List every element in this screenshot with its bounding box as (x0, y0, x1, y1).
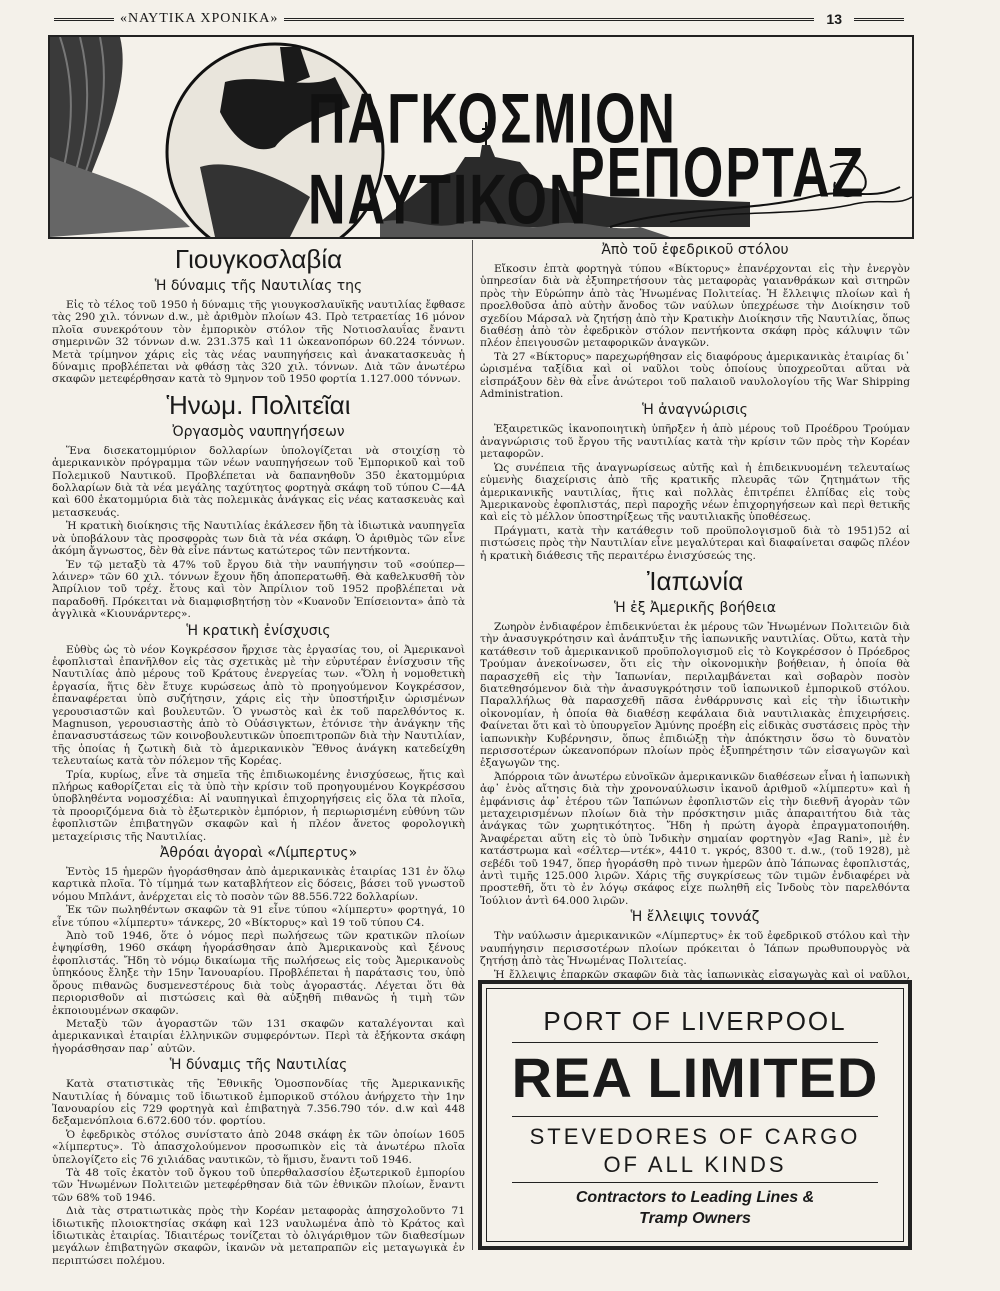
ad-rule (512, 1116, 878, 1117)
header-rule-right (284, 18, 814, 21)
paragraph: Ἀπὸ τοῦ 1946, ὅτε ὁ νόμος περὶ πωλήσεως τῶν κρατικῶν πλοίων ἐψηφίσθη, 1960 σκάφη ἠγοράσθησαν ἀπὸ Ἀμερικανοὺς καὶ ξένους ἐφοπλιστάς. Ἤδη τὸ νόμῳ δικαίωμα τῆς πωλήσεως εἰς τοὺς Ἀμερικανοὺς ὑπηκόους ἔληξε τὴν 15ην Ἰανουαρίου. Προβλέπεται ἡ παράτασις του, ὑπὸ ὅρους πιθανῶς δυσμενεστέρους διὰ τοὺς ἀγοραστάς. Λέγεται ὅτι θὰ περιορισθοῦν αἱ πιστώσεις καὶ θὰ αὐξηθῆ πιθανῶς ἡ τιμὴ τῶν ἐκποιουμένων σκαφῶν. (52, 930, 465, 1017)
right-column (480, 240, 910, 1007)
paragraph: Ἐντὸς 15 ἡμερῶν ἠγοράσθησαν ἀπὸ ἀμερικανικὰς ἑταιρίας 131 ἐν ὅλῳ καρτικὰ πλοῖα. Τὸ τίμημά των καταβλήτεον εἰς δόσεις, βάσει τοῦ γνωστοῦ νόμου Μπλάντ, ἀνέρχεται εἰς τὸ ποσὸν τῶν 88.556.722 δολλαρίων. (52, 866, 465, 903)
subheading: Ἡ ἀναγνώρισις (642, 402, 748, 419)
paragraph: Διὰ τὰς στρατιωτικὰς πρὸς τὴν Κορέαν μεταφορὰς ἀπησχολοῦντο 71 ἰδιωτικῆς πλοιοκτησίας σκάφη καὶ 123 ναυλωμένα ἀπὸ τὸ Κράτος καὶ ἰδιωτικὰς ἑταιρίας. Ἰδιαιτέρως τονίζεται τὸ ὀλιγάριθμον τῶν διαθεσίμων μεγάλων ἐπιβατηγῶν σκαφῶν, ἱκανῶν νὰ μεταπραπῶν εἰς μεταγωγικὰ ἐν περιπτώσει πολέμου. (52, 1205, 465, 1267)
banner-title-line2: ΡΕΠΟΡΤΑΖ (570, 134, 866, 213)
report-banner (48, 35, 914, 239)
paragraph: Κατὰ στατιστικὰς τῆς Ἐθνικῆς Ὁμοσπονδίας τῆς Ἀμερικανικῆς Ναυτιλίας ἡ δύναμις τοῦ ἰδιωτικοῦ ἐμπορικοῦ στόλου ἀνήρχετο τὴν 1ην Ἰανουαρίου εἰς 729 φορτηγὰ καὶ ἐπιβατηγὰ 7.356.790 τόν. d.w καὶ 448 δεξαμενόπλοια 6.672.600 τόν. φορτίου. (52, 1078, 465, 1128)
subheading: Ὀργασμὸς ναυπηγήσεων (172, 423, 345, 440)
paragraph: Ἡ ἔλλειψις ἐπαρκῶν σκαφῶν διὰ τὰς ἰαπωνικὰς εἰσαγωγὰς καὶ οἱ ναῦλοι, (494, 968, 910, 981)
header-rule-end (854, 18, 904, 21)
paragraph: Τὰ 27 «Βίκτορυς» παρεχωρήθησαν εἰς διαφόρους ἀμερικανικὰς ἑταιρίας δι᾿ ὡρισμένα ταξίδια καὶ οἱ ναῦλοι τοὺς ὁποίους ὑποχρεοῦται αὕται νὰ εἰσπράξουν δὲν θὰ εἶνε ἀνώτεροι τοῦ παλαιοῦ ναυλολογίου τῆς War Shipping Administration. (480, 350, 910, 401)
advertisement-rea-limited (478, 980, 912, 1250)
subheading: Ἡ ἐξ Ἀμερικῆς βοήθεια (614, 599, 776, 616)
subheading: Ἀθρόαι ἀγοραὶ «Λίμπερτυς» (159, 845, 358, 862)
ad-company-name: REA LIMITED (511, 1046, 879, 1109)
section-title-yugoslavia: Γιουγκοσλαβία (174, 244, 343, 274)
ad-contractors-line2: Tramp Owners (639, 1210, 751, 1227)
paragraph: Εἴκοσιν ἑπτὰ φορτηγὰ τύπου «Βίκτορυς» ἐπανέρχονται εἰς τὴν ἐνεργὸν ὑπηρεσίαν διὰ νὰ ἐξυπηρετήσουν τὰς μεταφορὰς γαιανθράκων καὶ σιτηρῶν πρὸς τὴν Εὐρώπην ἀπὸ τὰς Ἡνωμένας Πολιτείας. Ἡ ἔλλειψις πλοίων καὶ ἡ προελθοῦσα ἀπὸ αὐτὴν ἄνοδος τῶν ναύλων ὑπεχρέωσε τὴν Διοίκησιν τοῦ σχεδίου Μάρσαλ νὰ ζητήσῃ ἀπὸ τὴν Κρατικὴν Διοίκησιν τῆς Ναυτιλίας, ὅπως διαθέσῃ ἀπὸ τὸν ἐφεδρικὸν στόλον πεντήκοντα σκάφη πρὸς κάλυψιν τῶν πλέον ἐπειγουσῶν μεταφορικῶν ἀναγκῶν. (480, 263, 910, 350)
paragraph: Ἡ κρατικὴ διοίκησις τῆς Ναυτιλίας ἐκάλεσεν ἤδη τὰ ἰδιωτικὰ ναυπηγεῖα νὰ ὑποβάλουν τὰς προσφορὰς των διὰ τὰ νέα σκάφη. Ὁ ἀριθμὸς τῶν εἶνε ἀκόμη ἄγνωστος, δὲν θὰ εἶνε πάντως κατώτερος τῶν πεντήκοντα. (52, 520, 465, 558)
section-title-usa: Ἡνωμ. Πολιτεῖαι (166, 389, 351, 420)
paragraph: Ἀπόρροια τῶν ἀνωτέρω εὐνοϊκῶν ἀμερικανικῶν διαθέσεων εἶναι ἡ ἰαπωνικὴ ἀφ᾿ ἑνὸς αἴτησις διὰ τὴν χρονοναύλωσιν ἱκανοῦ ἀριθμοῦ «λίμπερτυ» καὶ ἡ ἐμφάνισις ἀφ᾿ ἑτέρου τῶν Ἰαπώνων ἐφοπλιστῶν εἰς τὴν διεθνῆ ἀγορὰν τῶν μεταχειρισμένων πλοίων διὰ τὴν πρόσκτησιν μιᾶς ἀπαραιτήτου διὰ τὰς ἀνάγκας τῶν χωρητικότητος. Ἤδη ἡ πρώτη ἀγορὰ ἐπραγματοποιήθη. Ἀναφέρεται αὕτη εἰς τὸ ὑπὸ Ἰνδικὴν σημαίαν φορτηγὸν «Jag Rani», μὲ ἐν κατάστρωμα καὶ «σέλτερ—ντέκ», 4410 τ. γκρός, 8300 τ. d.w., (τοῦ 1928), μὲ σεβέδι τοῦ 1947, ὅπερ ἠγοράσθη πρὸ τινων ἡμερῶν ἀπὸ Ἰάπωνας ἐφοπλιστάς, ἀντὶ τιμῆς 125.000 λιρῶν. Χάρις τῆς συγκρίσεως τῶν τιμῶν ἐνδιαφέρει νὰ προστεθῆ, ὅτι τὸ ἐν λόγῳ σκάφος εἶχε πωληθῆ εἰς Ἰνδοὺς τὸν παρελθόντα Ἰούλιον ἀντὶ 64.000 λιρῶν. (480, 770, 910, 907)
paragraph: Ὡς συνέπεια τῆς ἀναγνωρίσεως αὐτῆς καὶ ἡ ἐπιδεικνυομένη τελευταίως εὐμενὴς διαχείρισις ἀπὸ τῆς κρατικῆς πλευρᾶς τῶν ζητημάτων τῆς ἀμερικανικῆς ναυτιλίας, ἥτις καὶ πολλὰς ἐπιτρέπει ἐλπίδας εἰς τοὺς Ἀμερικανοὺς ἐφοπλιστάς, περὶ παροχῆς νέων ἐπιχορηγήσεων καὶ περὶ θετικῆς καὶ εἰς τὸ μέλλον ὑποστηρίξεως τῆς ναυτιλιακῆς ὑποθέσεως. (480, 461, 910, 524)
ad-rule (512, 1182, 878, 1183)
paragraph: Πράγματι, κατὰ τὴν κατάθεσιν τοῦ προϋπολογισμοῦ διὰ τὸ 1951)52 αἱ πιστώσεις πρὸς τὴν Ναυτιλίαν εἶνε μεγαλύτεραι καὶ διαφαίνεται σαφῶς πλέον ἡ κρατικὴ διάθεσις τῆς περαιτέρω ἐνισχύσεώς της. (480, 524, 910, 562)
paragraph: Μεταξὺ τῶν ἀγοραστῶν τῶν 131 σκαφῶν καταλέγονται καὶ ἀμερικανικαὶ ἑταιρίαι ἑλληνικῶν συμφερόντων. Περὶ τὰ ἑξήκοντα σκάφη ἠγοράσθησαν παρ᾿ αὐτῶν. (52, 1017, 465, 1055)
ad-service-line2: OF ALL KINDS (603, 1152, 787, 1177)
header-rule-left (54, 18, 114, 21)
publication-title: «ΝΑΥΤΙΚΑ ΧΡΟΝΙΚΑ» (120, 11, 279, 26)
paragraph: Τρία, κυρίως, εἶνε τὰ σημεῖα τῆς ἐπιδιωκομένης ἐνισχύσεως, ἥτις καὶ πλήρως καθορίζεται εἰς τὰ ὑπὸ τὴν κρίσιν τοῦ προηγουμένου Κογκρέσσου ὑποβληθέντα νομοσχέδια: Αἱ ναυπηγικαὶ ἐπιχορηγήσεις εἰς ὅλα τὰ πλοῖα, τὰ προοριζόμενα διὰ τὸ ἐξωτερικὸν ἐμπόριον, ἡ περιωρισμένη εὐθύνη τῶν ἐφοπλιστῶν ἐπιβατηγῶν σκαφῶν καὶ ἡ πλέον ἄνετος φορολογικὴ μεταχείρισις τῆς Ναυτιλίας. (52, 768, 465, 843)
paragraph: Ἕνα δισεκατομμύριον δολλαρίων ὑπολογίζεται νὰ στοιχίσῃ τὸ ἀμερικανικὸν πρόγραμμα τῶν νέων ναυπηγήσεων τοῦ Ἐμπορικοῦ καὶ τοῦ Πολεμικοῦ Ναυτικοῦ. Προβλέπεται νὰ δαπανηθοῦν 350 ἑκατομμύρια δολλαρίων διὰ τὰ νέα μεγάλης ταχύτητος φορτηγὰ σκάφη τοῦ τύπου C—4A καὶ 600 ἑκατομμύρια διὰ τὰς πολεμικὰς ἀνάγκας εἰς νέας κατασκευὰς καὶ μετασκευάς. (52, 444, 465, 519)
subheading: Ἡ κρατικὴ ἐνίσχυσις (186, 622, 331, 639)
paragraph: Εὐθὺς ὡς τὸ νέον Κογκρέσσον ἤρχισε τὰς ἐργασίας του, οἱ Ἀμερικανοὶ ἐφοπλισταὶ ἐπανῆλθον εἰς τὰς σχετικὰς μὲ τὴν εὐρυτέραν ἐνίσχυσιν τῆς Ναυτιλίας ἀπὸ μέρους τοῦ Κράτους ἐνεργείας των. «Ὅλη ἡ νομοθετικὴ ἐργασία, ἥτις δὲν ἔτυχε κυρώσεως ἀπὸ τὸ προηγούμενον Κογκρέσσον, ἐπαναφέρεται ὑπὸ συζήτησιν, χάρις εἰς τὴν ὑποστήριξιν ὡρισμένων γερουσιαστῶν καὶ βουλευτῶν. Ὁ γνωστὸς καὶ ἐκ τοῦ παρελθόντος κ. Magnuson, γερουσιαστὴς ἀπὸ τὸ Οὐάσιγκτων, ἐτόνισε τὴν ἀνάγκην τῆς ἐπανασυστάσεως τῶν κοινοβουλευτικῶν ὑποεπιτροπῶν διὰ τὴν Ναυτιλίαν, τῆς ὁποίας ἡ ζωτικὴ διὰ τὸ ἀμερικανικὸν Ἔθνος ἀνάγκη κατεδείχθη τελευταίως κατὰ τὸν πόλεμον τῆς Κορέας. (52, 643, 465, 768)
ad-rule (512, 1042, 878, 1043)
subheading: Ἡ δύναμις τῆς Ναυτιλίας (169, 1057, 348, 1074)
paragraph: Ζωηρὸν ἐνδιαφέρον ἐπιδεικνύεται ἐκ μέρους τῶν Ἡνωμένων Πολιτειῶν διὰ τὴν ἀνασυγκρότησιν καὶ ἀνάπτυξιν τῆς ἰαπωνικῆς ναυτιλίας. Οὕτω, κατὰ τὴν κατάθεσιν τοῦ ἀμερικανικοῦ προϋπολογισμοῦ εἰς τὸ Κογκρέσσον ὁ Πρόεδρος Τρούμαν ἀνεκοίνωσεν, ὅτι εἰς τὴν οἰκονομικὴν βοήθειαν, ἡ ὁποία θὰ παρασχεθῆ εἰς τὴν Ἰαπωνίαν, περιλαμβάνεται καὶ σοβαρὸν ποσὸν διατεθησόμενον διὰ τὴν ἀνασυγκρότησιν τοῦ ἰαπωνικοῦ ἐμπορικοῦ στόλου. Παραλλήλως θὰ παρασχεθῆ πᾶσα ἐνθάρρυνσις καὶ εἰς τὴν ἰδιωτικὴν οἰκονομίαν, ἡ ὁποία θὰ διαθέσῃ κεφάλαια διὰ ναυτιλιακὰς ἐπιχειρήσεις. Φαίνεται ὅτι καὶ τὸ ὑπουργεῖον Ἀμύνης προέβη εἰς εἰδικὰς συστάσεις πρὸς τὴν ἰαπωνικὴν Κυβέρνησιν, ὅπως ἐπιδιώξῃ τὴν ἀπόκτησιν ὅσω τὸ δυνατὸν περισσοτέρων ὠκεανοπόρων πλοίων πρὸς ἐξυπηρέτησιν τῶν εἰσαγωγῶν καὶ ἐξαγωγῶν της. (480, 620, 910, 770)
paragraph: Τὴν ναύλωσιν ἀμερικανικῶν «Λίμπερτυς» ἐκ τοῦ ἐφεδρικοῦ στόλου καὶ τὴν ναυπήγησιν περισσοτέρων πλοίων πρόκειται ὁ Ἰάπων πρωθυπουργὸς νὰ ζητήσῃ ἀπὸ τὰς Ἡνωμένας Πολιτείας. (480, 930, 910, 968)
paragraph: Ὁ ἐφεδρικὸς στόλος συνίστατο ἀπὸ 2048 σκάφη ἐκ τῶν ὁποίων 1605 «λίμπερτυς». Τὸ ἀπασχολούμενον προσωπικὸν εἰς τὰ ἀνωτέρω πλοῖα ὑπελογίζετο εἰς 76 χιλιάδας ναυτικῶν, τὸ ἥμισυ, ἔναντι τοῦ 1946. (52, 1128, 465, 1166)
subheading: Ἀπὸ τοῦ ἐφεδρικοῦ στόλου (601, 242, 789, 258)
ad-contractors-line1: Contractors to Leading Lines & (575, 1189, 815, 1206)
paragraph: Εἰς τὸ τέλος τοῦ 1950 ἡ δύναμις τῆς γιουγκοσλαυϊκῆς ναυτιλίας ἔφθασε τὰς 290 χιλ. τόννων d.w., μὲ ἀριθμὸν πλοίων 43. Πρὸ τετραετίας 16 μόνον πλοῖα συνεκρότουν τὸν ἐμπορικὸν στόλον τῆς Νοτιοσλαυΐας ἔναντι σημερινῶν 32 τόννων d.w. 231.375 καὶ 11 ὠκεανοπόρων 60.224 τόννων. Μετὰ τρίμηνον χάρις εἰς τὰς νέας ναυπηγήσεις καὶ ἀνακατασκευὰς ἡ δύναμις προβλέπεται νὰ φθάσῃ τὰς 320 χιλ. τόννων. Διὰ τῶν ἀνωτέρω σκαφῶν μετεφέρθησαν κατὰ τὸ 9μηνον τοῦ 1950 φορτία 1.127.000 τόννων. (52, 299, 465, 386)
paragraph: Τὰ 48 τοῖς ἑκατὸν τοῦ ὄγκου τοῦ ὑπερθαλασσίου ἐξωτερικοῦ ἐμπορίου τῶν Ἡνωμένων Πολιτειῶν μετεφέρθησαν διὰ τῶν ἐθνικῶν πλοίων, ἔναντι τῶν 68% τοῦ 1946. (52, 1166, 465, 1204)
paragraph: Ἐκ τῶν πωληθέντων σκαφῶν τὰ 91 εἶνε τύπου «λίμπερτυ» φορτηγά, 10 εἶνε τύπου «λίμπερτυ» τάνκερς, 20 «Βίκτορυς» καὶ 19 τοῦ τύπου C4. (52, 904, 465, 929)
paragraph: Ἐξαιρετικῶς ἱκανοποιητικὴ ὑπῆρξεν ἡ ἀπὸ μέρους τοῦ Προέδρου Τρούμαν ἀναγνώρισις τοῦ ἔργου τῆς ναυτιλίας κατὰ τὴν κρίσιν τῶν πρὸς τὴν Κορέαν μεταφορῶν. (480, 423, 910, 461)
ad-service-line1: STEVEDORES OF CARGO (529, 1124, 861, 1149)
left-column (52, 240, 465, 1268)
page-header (48, 8, 910, 30)
page-number: 13 (826, 11, 842, 27)
section-title-japan: Ἰαπωνία (646, 565, 744, 596)
column-divider (472, 240, 473, 1250)
subheading: Ἡ ἔλλειψις τοννάζ (630, 909, 760, 926)
subheading: Ἡ δύναμις τῆς Ναυτιλίας της (154, 278, 363, 294)
banner-title-line1: ΠΑΓΚΟΣΜΙΟΝ ΝΑΥΤΙΚΟΝ (308, 80, 677, 239)
ad-port-line: PORT OF LIVERPOOL (543, 1006, 847, 1036)
paragraph: Ἐν τῷ μεταξὺ τὰ 47% τοῦ ἔργου διὰ τὴν ναυπήγησιν τοῦ «σούπερ—λάινερ» τῶν 60 χιλ. τόννων ἔχουν ἤδη ἀποπερατωθῆ. Θὰ καθελκυσθῆ τὸν Ἀπρίλιον τοῦ τρέχ. ἔτους καὶ τὸν Ἀπρίλιον τοῦ 1952 προβλέπεται νὰ παραδοθῆ. Πρόκειται νὰ διαμφισβητήσῃ τὸν «Κυανοῦν Ἐπίσειοντα» ἀπὸ τὰ ἀγγλικὰ «Κιουνάρντερς». (52, 558, 465, 621)
